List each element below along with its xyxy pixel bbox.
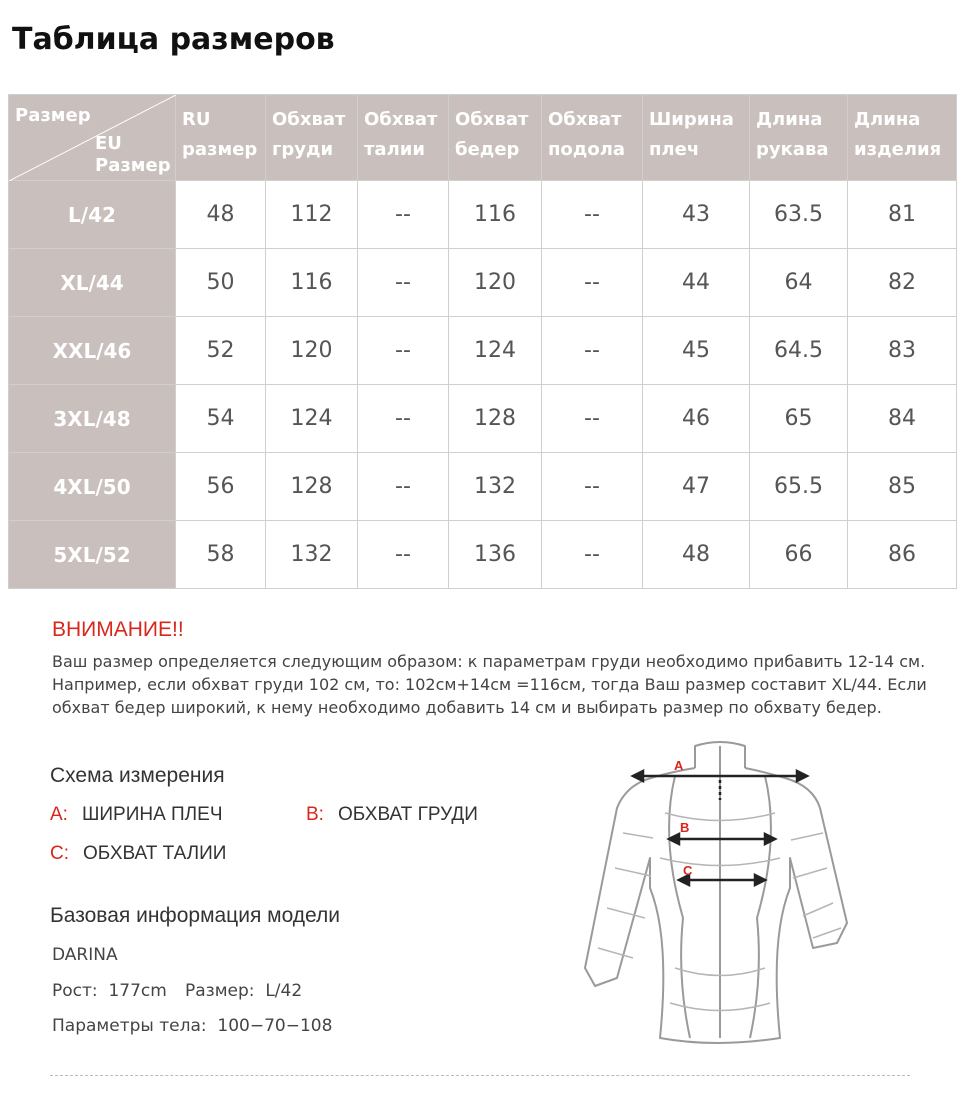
table-cell: 64 [750, 249, 848, 317]
table-cell: 48 [176, 181, 266, 249]
table-cell: 58 [176, 521, 266, 589]
table-cell: -- [542, 453, 643, 521]
col-header-hem: Обхват подола [542, 95, 643, 181]
measurement-label: ОБХВАТ ГРУДИ [337, 804, 478, 825]
table-cell: 56 [176, 453, 266, 521]
col-header-sleeve: Длина рукава [750, 95, 848, 181]
table-cell: -- [358, 249, 449, 317]
table-cell: 116 [266, 249, 358, 317]
table-cell: -- [542, 181, 643, 249]
col-header-length: Длина изделия [848, 95, 957, 181]
model-height: Рост: 177cm [52, 981, 167, 1001]
table-cell: 132 [266, 521, 358, 589]
table-cell: -- [542, 521, 643, 589]
table-cell: 112 [266, 181, 358, 249]
col-header-shoulder: Ширина плеч [643, 95, 750, 181]
table-cell: 63.5 [750, 181, 848, 249]
table-cell: 124 [266, 385, 358, 453]
attention-text: Ваш размер определяется следующим образом: к параметрам груди необходимо прибавить 12-14 см. Например, если обхват груди 102 см, то: 102см+14см =116см, тогда Ваш размер составит XL/44. Если обхват бедер широкий, к нему необходимо добавить 14 см и выбирать размер по обхвату бедер. [52, 652, 927, 717]
measurement-letter: B: [306, 804, 324, 825]
corner-size-label: Размер [15, 105, 91, 126]
table-row [9, 521, 957, 589]
table-cell: 50 [176, 249, 266, 317]
row-size-label: 3XL/48 [9, 385, 176, 453]
table-cell: 132 [449, 453, 542, 521]
table-cell: 43 [643, 181, 750, 249]
table-cell: 46 [643, 385, 750, 453]
row-size-label: 4XL/50 [9, 453, 176, 521]
table-row [9, 453, 957, 521]
col-header-hips: Обхват бедер [449, 95, 542, 181]
measurement-letter: A: [50, 804, 68, 825]
table-cell: -- [358, 181, 449, 249]
table-cell: 47 [643, 453, 750, 521]
table-row [9, 249, 957, 317]
table-corner-header [9, 95, 176, 181]
col-header-waist: Обхват талии [358, 95, 449, 181]
table-cell: -- [358, 521, 449, 589]
table-cell: 128 [266, 453, 358, 521]
table-cell: 124 [449, 317, 542, 385]
table-cell: 52 [176, 317, 266, 385]
table-cell: 48 [643, 521, 750, 589]
measurement-letter: C: [50, 843, 69, 864]
bottom-divider [50, 1075, 910, 1076]
measurement-title: Схема измерения [50, 764, 225, 787]
table-cell: 54 [176, 385, 266, 453]
measurement-item-a [50, 804, 223, 826]
model-size: Размер: L/42 [185, 981, 303, 1001]
table-cell: 64.5 [750, 317, 848, 385]
table-cell: 65 [750, 385, 848, 453]
measurement-item-b [306, 804, 478, 826]
col-header-ru: RU размер [176, 95, 266, 181]
page-title: Таблица размеров [12, 22, 335, 57]
table-cell: 86 [848, 521, 957, 589]
measurement-item-c [50, 843, 226, 865]
corner-eu-label: EU Размер [95, 133, 171, 176]
row-size-label: XL/44 [9, 249, 176, 317]
diagram-label-c: C [683, 863, 693, 878]
table-cell: 65.5 [750, 453, 848, 521]
table-cell: 84 [848, 385, 957, 453]
table-cell: 120 [449, 249, 542, 317]
measurement-label: ОБХВАТ ТАЛИИ [83, 843, 227, 864]
table-cell: 83 [848, 317, 957, 385]
row-size-label: XXL/46 [9, 317, 176, 385]
coat-measurement-diagram [565, 738, 865, 1046]
table-cell: -- [542, 317, 643, 385]
table-cell: -- [358, 385, 449, 453]
table-cell: 116 [449, 181, 542, 249]
diagram-label-b: B [680, 820, 690, 835]
col-header-chest: Обхват груди [266, 95, 358, 181]
table-cell: 120 [266, 317, 358, 385]
table-row [9, 181, 957, 249]
row-size-label: 5XL/52 [9, 521, 176, 589]
row-size-label: L/42 [9, 181, 176, 249]
table-cell: 85 [848, 453, 957, 521]
table-cell: -- [542, 249, 643, 317]
table-cell: 82 [848, 249, 957, 317]
table-cell: -- [542, 385, 643, 453]
table-cell: -- [358, 317, 449, 385]
table-cell: -- [358, 453, 449, 521]
table-cell: 136 [449, 521, 542, 589]
table-cell: 44 [643, 249, 750, 317]
table-cell: 128 [449, 385, 542, 453]
size-table [8, 94, 957, 589]
model-name: DARINA [52, 945, 118, 965]
model-params: Параметры тела: 100−70−108 [52, 1016, 333, 1036]
table-cell: 66 [750, 521, 848, 589]
table-row [9, 317, 957, 385]
model-info-title: Базовая информация модели [50, 904, 341, 927]
measurement-label: ШИРИНА ПЛЕЧ [81, 804, 223, 825]
table-cell: 45 [643, 317, 750, 385]
attention-title: ВНИМАНИЕ!! [52, 618, 184, 641]
table-cell: 81 [848, 181, 957, 249]
table-row [9, 385, 957, 453]
diagram-label-a: A [674, 758, 684, 773]
